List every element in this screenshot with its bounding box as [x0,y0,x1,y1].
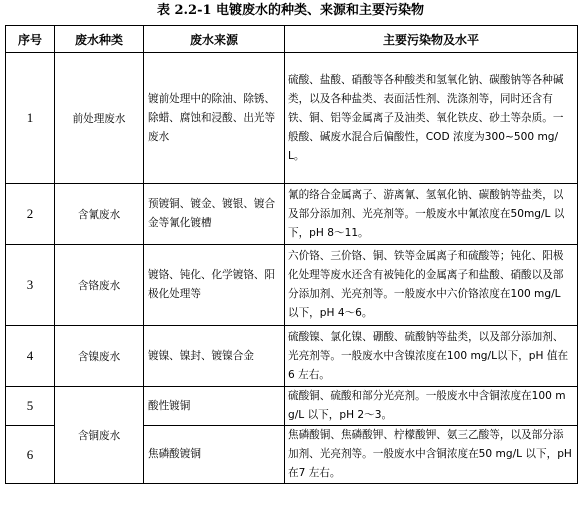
pollutants-cell: 硫酸镍、氯化镍、硼酸、硫酸钠等盐类，以及部分添加剂、光亮剂等。一般废水中含镍浓度在100 mg/L以下，pH 值在6 左右。 [285,326,578,387]
header-source: 废水来源 [144,26,285,53]
row-number: 3 [6,245,55,326]
wastewater-source: 镀前处理中的除油、除锈、除蜡、腐蚀和浸酸、出光等废水 [144,53,285,184]
table-row [6,53,578,184]
pollutants-cell: 焦磷酸铜、焦磷酸钾、柠檬酸钾、氨三乙酸等，以及部分添加剂、光亮剂等。一般废水中含铜浓度在50 mg/L 以下，pH在7 左右。 [285,426,578,484]
pollutant-table [5,25,578,484]
wastewater-type: 含氰废水 [55,184,144,245]
header-no: 序号 [6,26,55,53]
pollutants-cell: 硫酸、盐酸、硝酸等各种酸类和氢氧化钠、碳酸钠等各种碱类，以及各种盐类、表面活性剂、洗涤剂等，同时还含有铁、铜、铝等金属离子及油类、氧化铁皮、砂土等杂质。一般酸、碱废水混合后偏酸性，COD 浓度为300~500 mg/L。 [285,53,578,184]
table-row [6,326,578,387]
wastewater-source: 镀铬、钝化、化学镀铬、阳极化处理等 [144,245,285,326]
table-row [6,184,578,245]
wastewater-source: 酸性镀铜 [144,387,285,426]
wastewater-source: 焦磷酸镀铜 [144,426,285,484]
row-number: 4 [6,326,55,387]
header-pollutants: 主要污染物及水平 [285,26,578,53]
pollutants-cell: 氰的络合金属离子、游离氰、氢氧化钠、碳酸钠等盐类，以及部分添加剂、光亮剂等。一般废水中氰浓度在50mg/L 以下，pH 8～11。 [285,184,578,245]
header-row [6,26,578,53]
table-caption: 表 2.2-1 电镀废水的种类、来源和主要污染物 [156,3,425,18]
wastewater-type: 含镍废水 [55,326,144,387]
pollutants-cell: 硫酸铜、硫酸和部分光亮剂。一般废水中含铜浓度在100 mg/L 以下，pH 2～3。 [285,387,578,426]
row-number: 1 [6,53,55,184]
row-number: 2 [6,184,55,245]
header-type: 废水种类 [55,26,144,53]
wastewater-type: 前处理废水 [55,53,144,184]
row-number: 5 [6,387,55,426]
wastewater-type: 含铬废水 [55,245,144,326]
wastewater-source: 预镀铜、镀金、镀银、镀合金等氰化镀槽 [144,184,285,245]
wastewater-source: 镀镍、镍封、镀镍合金 [144,326,285,387]
table-row [6,387,578,426]
wastewater-type: 含铜废水 [55,387,144,484]
pollutants-cell: 六价铬、三价铬、铜、铁等金属离子和硫酸等；钝化、阳极化处理等废水还含有被钝化的金属离子和盐酸、硝酸以及部分添加剂、光亮剂等。一般废水中六价铬浓度在100 mg/L 以下，pH 4～6。 [285,245,578,326]
row-number: 6 [6,426,55,484]
table-row [6,245,578,326]
